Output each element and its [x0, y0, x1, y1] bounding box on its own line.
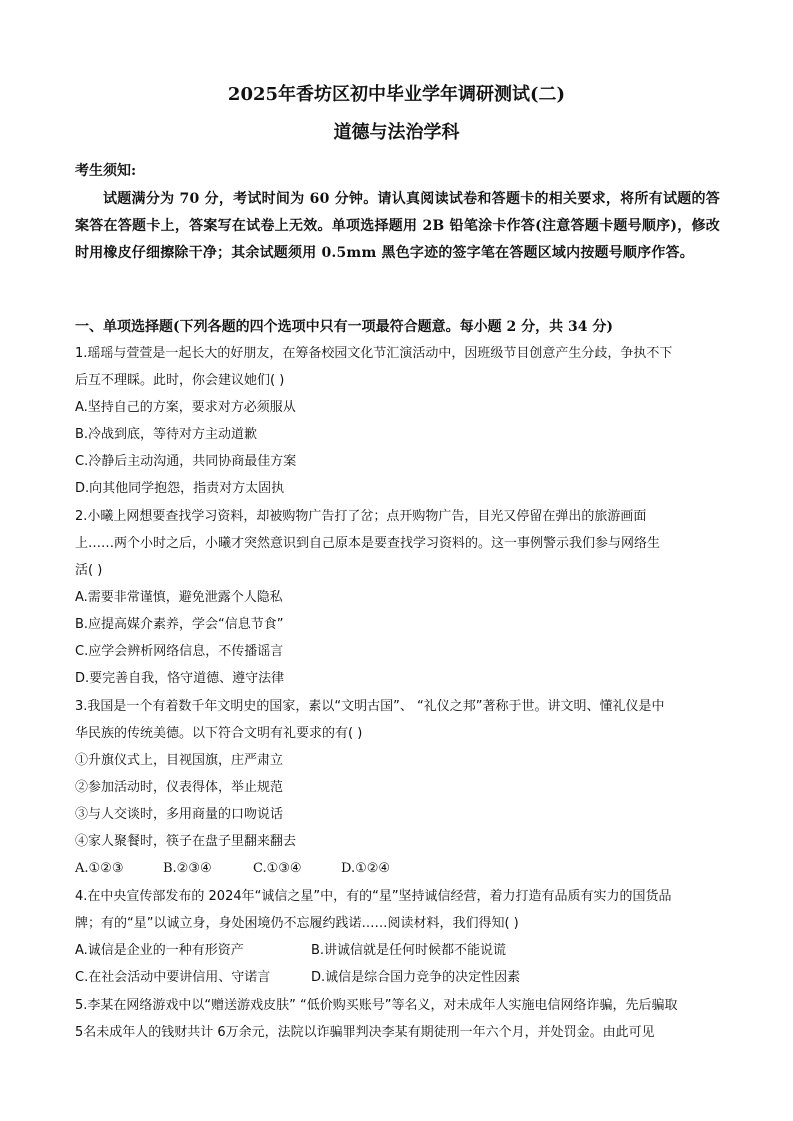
- q2-option-a: A.需要非常谨慎，避免泄露个人隐私: [75, 590, 283, 605]
- q3-options-row: [75, 860, 390, 878]
- q3-statement-2: ②参加活动时，仪表得体，举止规范: [75, 780, 284, 795]
- q2-stem-line1: 2.小曦上网想要查找学习资料，却被购物广告打了岔；点开购物广告，目光又停留在弹出的旅游画面: [75, 509, 647, 524]
- q3-option-d: D.①②④: [341, 861, 391, 876]
- q3-option-c: C.①③④: [253, 861, 302, 876]
- q4-stem-line1: 4.在中央宣传部发布的 2024年“诚信之星”中，有的“星”坚持诚信经营，着力打造有品质有实力的国货品: [75, 889, 672, 904]
- q1-option-b: B.冷战到底，等待对方主动道歉: [75, 427, 258, 442]
- q4-stem-line2: 牌；有的“星”以诚立身，身处困境仍不忘履约践诺……阅读材料，我们得知( ): [75, 916, 519, 931]
- q4-option-d: D.诚信是综合国力竞争的决定性因素: [311, 970, 521, 985]
- q4-options-row1: [75, 942, 506, 960]
- q3-stem-line2: 华民族的传统美德。以下符合文明有礼要求的有( ): [75, 726, 363, 741]
- q2-option-d: D.要完善自我，恪守道德、遵守法律: [75, 671, 285, 686]
- q5-stem-line1: 5.李某在网络游戏中以“赠送游戏皮肤” “低价购买账号”等名义，对未成年人实施电信网络诈骗，先后骗取: [75, 998, 678, 1013]
- notice-text: 试题满分为 70 分，考试时间为 60 分钟。请认真阅读试卷和答题卡的相关要求，将所有试题的答案答在答题卡上，答案写在试卷上无效。单项选择题用 2B 铅笔涂卡作答(注意答题卡题号顺序)，修改时用橡皮仔细擦除干净；其余试题须用 0.5mm 黑色字迹的签字笔在答题区域内按题号顺序作答。: [75, 191, 720, 261]
- subject-title: 道德与法治学科: [333, 122, 460, 143]
- q3-statement-1: ①升旗仪式上，目视国旗，庄严肃立: [75, 753, 284, 768]
- exam-title: 2025年香坊区初中毕业学年调研测试(二): [227, 84, 566, 105]
- q2-option-b: B.应提高媒介素养，学会“信息节食”: [75, 617, 284, 632]
- q4-option-c: C.在社会活动中要讲信用、守诺言: [75, 970, 271, 985]
- notice-label: 考生须知:: [75, 163, 137, 179]
- q3-option-b: B.②③④: [163, 861, 212, 876]
- q1-option-a: A.坚持自己的方案，要求对方必须服从: [75, 400, 296, 415]
- q4-option-a: A.诚信是企业的一种有形资产: [75, 943, 244, 958]
- q1-option-c: C.冷静后主动沟通，共同协商最佳方案: [75, 454, 297, 469]
- q4-option-b: B.讲诚信就是任何时候都不能说谎: [311, 943, 507, 958]
- section-heading: 一、单项选择题(下列各题的四个选项中只有一项最符合题意。每小题 2 分，共 34 分): [75, 319, 613, 335]
- q3-option-a: A.①②③: [75, 861, 124, 876]
- q1-stem-line1: 1.瑶瑶与萱萱是一起长大的好朋友，在筹备校园文化节汇演活动中，因班级节目创意产生分歧，争执不下: [75, 346, 673, 361]
- q1-option-d: D.向其他同学抱怨，指责对方太固执: [75, 481, 285, 496]
- q3-stem-line1: 3.我国是一个有着数千年文明史的国家，素以“文明古国”、 “礼仪之邦”著称于世。讲文明、懂礼仪是中: [75, 699, 665, 714]
- q2-stem-line3: 活( ): [75, 563, 103, 578]
- q3-statement-3: ③与人交谈时，多用商量的口吻说话: [75, 807, 284, 822]
- q1-stem-line2: 后互不理睬。此时，你会建议她们( ): [75, 373, 285, 388]
- q3-statement-4: ④家人聚餐时，筷子在盘子里翻来翻去: [75, 834, 297, 849]
- q4-options-row2: [75, 969, 520, 987]
- q5-stem-line2: 5名未成年人的钱财共计 6万余元，法院以诈骗罪判决李某有期徒刑一年六个月，并处罚金。由此可见: [75, 1025, 655, 1040]
- q2-stem-line2: 上……两个小时之后，小曦才突然意识到自己原本是要查找学习资料的。这一事例警示我们参与网络生: [75, 536, 661, 551]
- q2-option-c: C.应学会辨析网络信息，不传播谣言: [75, 644, 284, 659]
